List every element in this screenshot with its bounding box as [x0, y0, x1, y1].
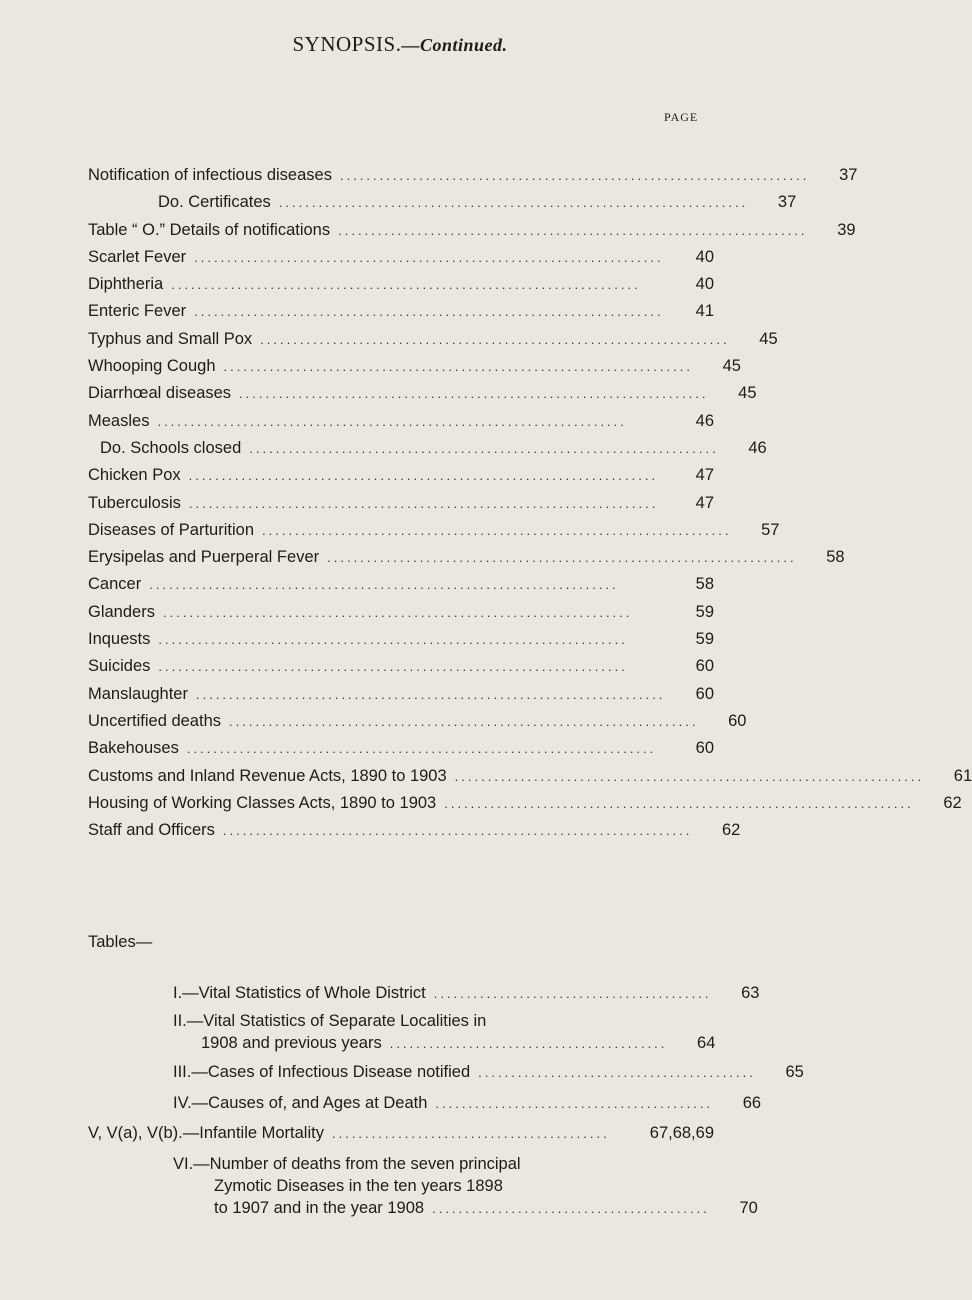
table-entry: II.—Vital Statistics of Separate Localities in 1908 and previous years .......................................... 64 [88, 1012, 714, 1058]
toc-label: Customs and Inland Revenue Acts, 1890 to 1903 [88, 766, 447, 785]
contents-list [88, 166, 972, 848]
toc-entry: Notification of infectious diseases ....................................................................... 37 [88, 166, 858, 184]
toc-label: Bakehouses [88, 739, 179, 758]
toc-label: Cancer [88, 575, 142, 594]
toc-label: Diphtheria [88, 275, 164, 294]
table-label-line: Zymotic Diseases in the ten years 1898 [214, 1177, 503, 1195]
toc-entry: Chicken Pox ....................................................................... 47 [88, 466, 714, 485]
toc-label: Diseases of Parturition [88, 520, 254, 539]
toc-page: 40 [695, 247, 714, 266]
toc-entry: Diseases of Parturition ....................................................................... 57 [88, 520, 780, 539]
toc-page: 39 [837, 220, 856, 239]
table-label-line: to 1907 and in the year 1908 [214, 1199, 425, 1217]
toc-page: 45 [759, 329, 778, 348]
toc-label: Tuberculosis [88, 493, 181, 512]
toc-entry: Cancer ....................................................................... 58 [88, 575, 714, 594]
toc-page: 37 [777, 193, 797, 212]
toc-page: 60 [695, 684, 714, 703]
toc-entry: Tuberculosis ....................................................................... 47 [88, 493, 714, 512]
toc-page: 58 [695, 575, 714, 594]
toc-label: Inquests [88, 630, 151, 649]
toc-page: 57 [761, 520, 780, 539]
toc-page: 62 [943, 793, 962, 812]
toc-page: 61 [953, 766, 972, 785]
toc-entry: Bakehouses ....................................................................... 60 [88, 739, 714, 758]
toc-page: 37 [839, 166, 858, 184]
toc-page: 45 [738, 384, 757, 403]
toc-label: Manslaughter [88, 684, 188, 703]
toc-page: 46 [695, 411, 714, 430]
toc-entry: Glanders ....................................................................... 59 [88, 602, 714, 621]
toc-entry: Enteric Fever ....................................................................... 41 [88, 302, 714, 321]
table-label-line: II.—Vital Statistics of Separate Localities in [173, 1012, 487, 1030]
toc-label: Do. Schools closed [100, 438, 242, 457]
toc-label: Glanders [88, 602, 155, 621]
toc-entry: Staff and Officers ....................................................................... 62 [88, 821, 741, 840]
toc-page: 62 [721, 821, 741, 840]
table-label: IV.—Causes of, and Ages at Death [173, 1094, 428, 1112]
toc-entry: Inquests ....................................................................... 59 [88, 630, 714, 649]
toc-page: 60 [695, 657, 714, 676]
toc-entry: Do. Schools closed ....................................................................... 46 [88, 439, 714, 466]
table-page: 64 [697, 1034, 716, 1052]
toc-entry: Whooping Cough ....................................................................... 45 [88, 357, 741, 376]
toc-page: 40 [695, 275, 714, 294]
toc-label: Uncertified deaths [88, 711, 221, 730]
toc-label: Notification of infectious diseases [88, 166, 332, 184]
toc-entry: Diphtheria ....................................................................... 40 [88, 275, 714, 294]
toc-page: 60 [728, 711, 747, 730]
table-label-line: VI.—Number of deaths from the seven principal [173, 1155, 521, 1173]
toc-label: Chicken Pox [88, 466, 181, 485]
table-page: 66 [742, 1094, 762, 1112]
table-label-line: 1908 and previous years [201, 1034, 382, 1052]
toc-label: Measles [88, 411, 150, 430]
toc-page: 41 [695, 302, 714, 321]
table-entry: I.—Vital Statistics of Whole District .......................................... 63 [88, 984, 714, 1008]
toc-entry: Do. Certificates ....................................................................... 37 [88, 193, 714, 220]
tables-heading: Tables— [88, 933, 153, 951]
toc-entry: Customs and Inland Revenue Acts, 1890 to 1903 ....................................................................... 61 [88, 766, 972, 785]
page-title [0, 32, 800, 57]
table-label: III.—Cases of Infectious Disease notified [173, 1063, 471, 1081]
toc-page: 46 [748, 438, 767, 457]
table-entry: III.—Cases of Infectious Disease notified .......................................... 65 [88, 1063, 714, 1087]
toc-entry: Diarrhœal diseases ....................................................................... 45 [88, 384, 757, 403]
table-page: 65 [785, 1063, 804, 1081]
title-continued: —Continued. [401, 35, 508, 55]
toc-label: Enteric Fever [88, 302, 187, 321]
toc-entry: Manslaughter ....................................................................... 60 [88, 684, 714, 703]
page-column-header: PAGE [664, 110, 699, 124]
toc-label: Typhus and Small Pox [88, 329, 253, 348]
table-label: V, V(a), V(b).—Infantile Mortality [88, 1124, 324, 1142]
toc-entry: Suicides ....................................................................... 60 [88, 657, 714, 676]
toc-page: 58 [826, 548, 845, 567]
toc-label: Suicides [88, 657, 151, 676]
toc-page: 47 [695, 493, 714, 512]
table-label: I.—Vital Statistics of Whole District [173, 984, 426, 1002]
toc-label: Table “ O.” Details of notifications [88, 220, 331, 239]
toc-entry: Typhus and Small Pox ....................................................................... 45 [88, 329, 778, 348]
toc-entry: Scarlet Fever ....................................................................... 40 [88, 247, 714, 266]
table-page: 70 [739, 1199, 758, 1217]
toc-page: 59 [695, 630, 714, 649]
toc-label: Diarrhœal diseases [88, 384, 232, 403]
toc-label: Whooping Cough [88, 357, 216, 376]
toc-page: 47 [695, 466, 714, 485]
toc-label: Scarlet Fever [88, 247, 187, 266]
table-entry: VI.—Number of deaths from the seven principal Zymotic Diseases in the ten years 1898 to 1907 and in the year 1908 .......................................... 70 [88, 1155, 714, 1223]
toc-page: 60 [695, 739, 714, 758]
table-page: 67,68,69 [649, 1124, 714, 1142]
toc-page: 45 [722, 357, 741, 376]
toc-entry: Measles ....................................................................... 46 [88, 411, 714, 430]
toc-label: Staff and Officers [88, 821, 215, 840]
toc-label: Do. Certificates [158, 193, 271, 212]
table-entry: V, V(a), V(b).—Infantile Mortality .......................................... 67,68,69 [88, 1124, 714, 1142]
toc-entry: Housing of Working Classes Acts, 1890 to 1903 ....................................................................... 62 [88, 793, 962, 812]
toc-entry: Table “ O.” Details of notifications ....................................................................... 39 [88, 220, 856, 239]
table-entry: IV.—Causes of, and Ages at Death .......................................... 66 [88, 1094, 714, 1118]
toc-entry: Uncertified deaths ....................................................................... 60 [88, 711, 747, 730]
toc-page: 59 [695, 602, 714, 621]
toc-label: Housing of Working Classes Acts, 1890 to 1903 [88, 793, 437, 812]
toc-label: Erysipelas and Puerperal Fever [88, 548, 320, 567]
toc-entry: Erysipelas and Puerperal Fever ....................................................................... 58 [88, 548, 845, 567]
title-main: SYNOPSIS. [292, 32, 402, 56]
table-page: 63 [741, 984, 760, 1002]
